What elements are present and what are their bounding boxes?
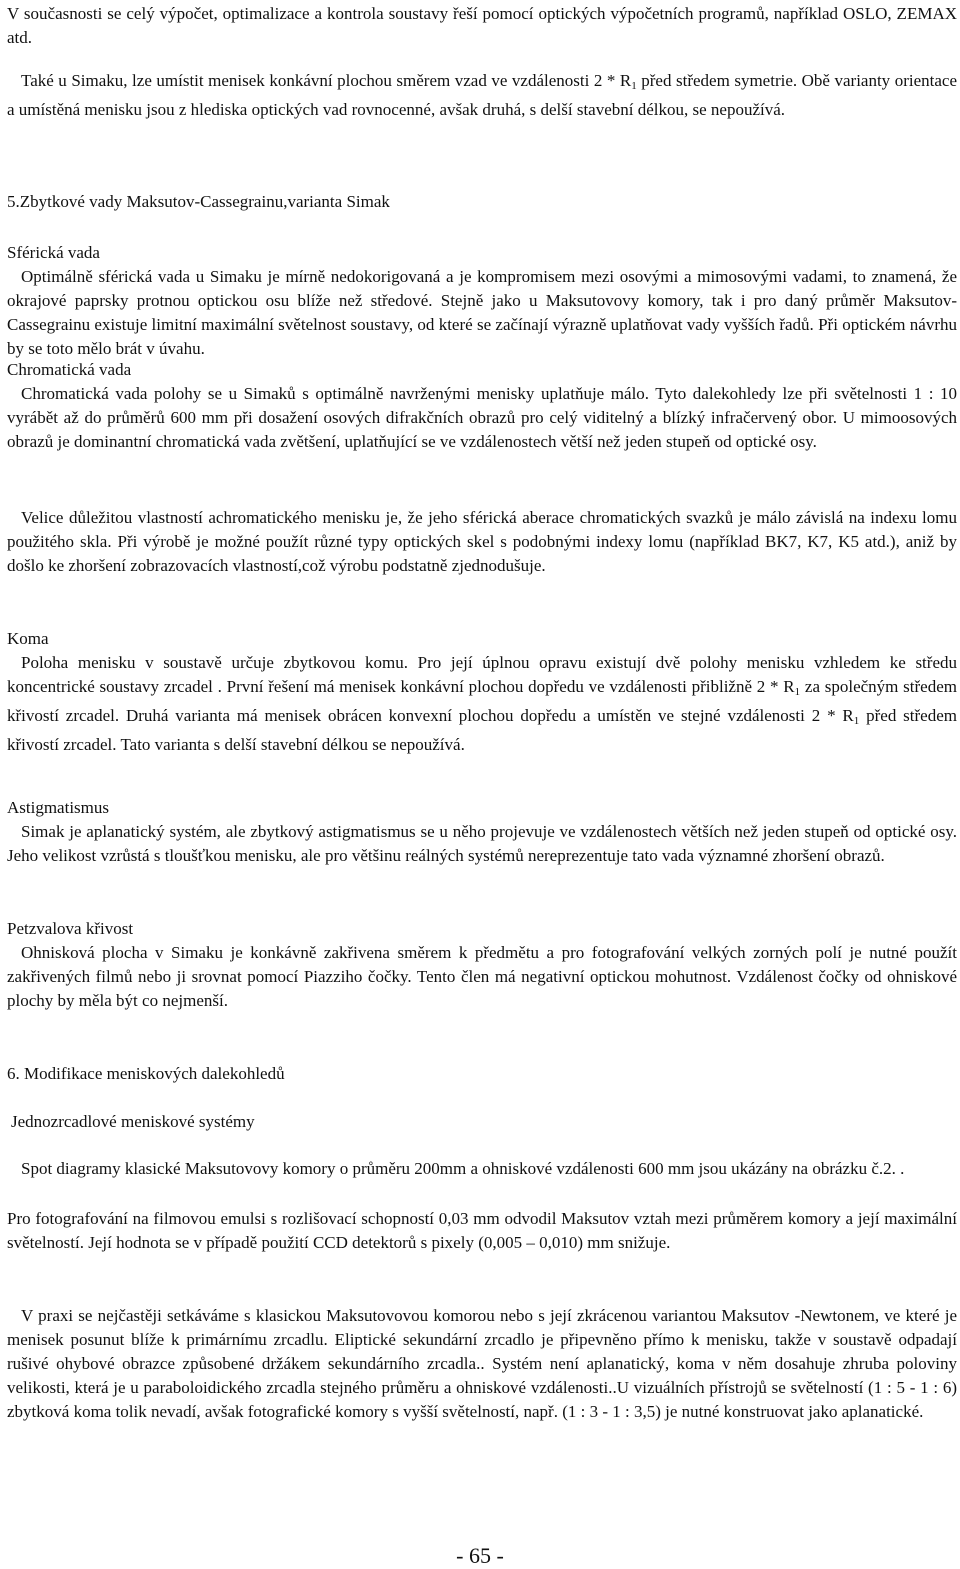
coma-text-a: Poloha menisku v soustavě určuje zbytkovou komu. Pro její úplnou opravu existují dvě polohy menisku vzhledem ke středu koncentrické soustavy zrcadel . První řešení má menisek konkávní plochou dopředu ve vzdálenosti přibližně 2 * R [7, 653, 957, 696]
section-6-paragraph-3: V praxi se nejčastěji setkáváme s klasickou Maksutovovou komorou nebo s její zkrácenou variantou Maksutov -Newtonem, ve které je menisek posunut blíže k primárnímu zrcadlu. Eliptické sekundární zrcadlo je připevněno přímo k menisku, takže v soustavě odpadají rušivé ohybové obrazce způsobené držákem sekundárního zrcadla.. Systém není aplanatický, koma v něm dosahuje zhruba poloviny velikosti, která je u paraboloidického zrcadla stejného průměru a ohniskové vzdálenosti..U vizuálních přístrojů se světelností (1 : 5 - 1 : 6) zbytková koma tolik nevadí, avšak fotografické komory s vyšší světelností, např. (1 : 3 - 1 : 3,5) je nutné konstruovat jako aplanatické. [7, 1306, 957, 1421]
coma-heading: Koma [7, 629, 49, 648]
subscript: 1 [794, 686, 801, 698]
spherical-heading: Sférická vada [7, 243, 100, 262]
coma-text-c: před středem křivostí zrcadel. Tato varianta s delší stavební délkou se nepoužívá. [7, 706, 957, 754]
subscript: 1 [631, 80, 637, 92]
section-6-title: 6. Modifikace meniskových dalekohledů [7, 1064, 285, 1083]
section-6-paragraph-1: Spot diagramy klasické Maksutovovy komory o průměru 200mm a ohniskové vzdálenosti 600 mm jsou ukázány na obrázku č.2. . [21, 1159, 905, 1178]
intro-p2-text-a: Také u Simaku, lze umístit menisek konkávní plochou směrem vzad ve vzdálenosti 2 * R [21, 71, 632, 90]
chromatic-text-2: Velice důležitou vlastností achromatického menisku je, že jeho sférická aberace chromatických svazků je málo závislá na indexu lomu použitého skla. Při výrobě je možné použít různé typy optických skel s podobnými indexy lomu (například BK7, K7, K5 atd.), aniž by došlo ke zhoršení zobrazovacích vlastností,což výrobu podstatně zjednodušuje. [7, 508, 957, 575]
intro-p2-text-b: před středem symetrie. Obě varianty orientace a umístěná menisku jsou z hlediska optických vad rovnocenné, avšak druhá, s delší stavební délkou, se nepoužívá. [7, 71, 957, 119]
spherical-text: Optimálně sférická vada u Simaku je mírně nedokorigovaná a je kompromisem mezi osovými a mimosovými vadami, to znamená, že okrajové paprsky protnou optickou osu blíže než středové. Stejně jako u Maksutovovy komory, tak i pro daný průměr Maksutov-Cassegrainu existuje limitní maximální světelnost soustavy, od které se začínají výrazně uplatňovat vady vyšších řadů. Při optickém návrhu by se toto mělo brát v úvahu. [7, 267, 957, 358]
page-number: - 65 - [456, 1543, 504, 1568]
astigmatism-text: Simak je aplanatický systém, ale zbytkový astigmatismus se u něho projevuje ve vzdálenostech větších než jeden stupeň od optické osy. Jeho velikost vzrůstá s tloušťkou menisku, ale pro většinu reálných systémů nereprezentuje tato vada významné zhoršení obrazů. [7, 822, 957, 865]
petzval-heading: Petzvalova křivost [7, 919, 134, 938]
section-6-subtitle: Jednozrcadlové meniskové systémy [11, 1112, 255, 1131]
coma-text [7, 651, 957, 757]
section-5-title: 5.Zbytkové vady Maksutov-Cassegrainu,varianta Simak [7, 192, 390, 211]
astigmatism-heading: Astigmatismus [7, 798, 110, 817]
section-6-paragraph-2: Pro fotografování na filmovou emulsi s rozlišovací schopností 0,03 mm odvodil Maksutov vztah mezi průměrem komory a její maximální světelností. Její hodnota se v případě použití CCD detektorů s pixely (0,005 – 0,010) mm snižuje. [7, 1209, 957, 1252]
intro-paragraph-1: V současnosti se celý výpočet, optimalizace a kontrola soustavy řeší pomocí optických výpočetních programů, například OSLO, ZEMAX atd. [7, 4, 957, 47]
chromatic-heading: Chromatická vada [7, 360, 132, 379]
petzval-text: Ohnisková plocha v Simaku je konkávně zakřivena směrem k předmětu a pro fotografování velkých zorných polí je nutné použít zakřivených filmů nebo ji srovnat pomocí Piazziho čočky. Tento člen má negativní optickou mohutnost. Vzdálenost čočky od ohniskové plochy by měla být co nejmenší. [7, 943, 957, 1010]
coma-text-b: za společným středem křivostí zrcadel. Druhá varianta má menisek obrácen konvexní plochou dopředu a umístěn ve stejné vzdálenosti 2 * R [7, 677, 957, 725]
chromatic-text-1: Chromatická vada polohy se u Simaků s optimálně navrženými menisky uplatňuje málo. Tyto dalekohledy lze při světelnosti 1 : 10 vyrábět až do průměrů 600 mm při dosažení osových difrakčních obrazů pro celý viditelný a blízký infračervený obor. U mimoosových obrazů je dominantní chromatická vada zvětšení, uplatňující se ve vzdálenostech větší než jeden stupeň od optické osy. [7, 384, 957, 451]
intro-paragraph-2 [7, 69, 957, 122]
subscript: 1 [853, 715, 860, 727]
